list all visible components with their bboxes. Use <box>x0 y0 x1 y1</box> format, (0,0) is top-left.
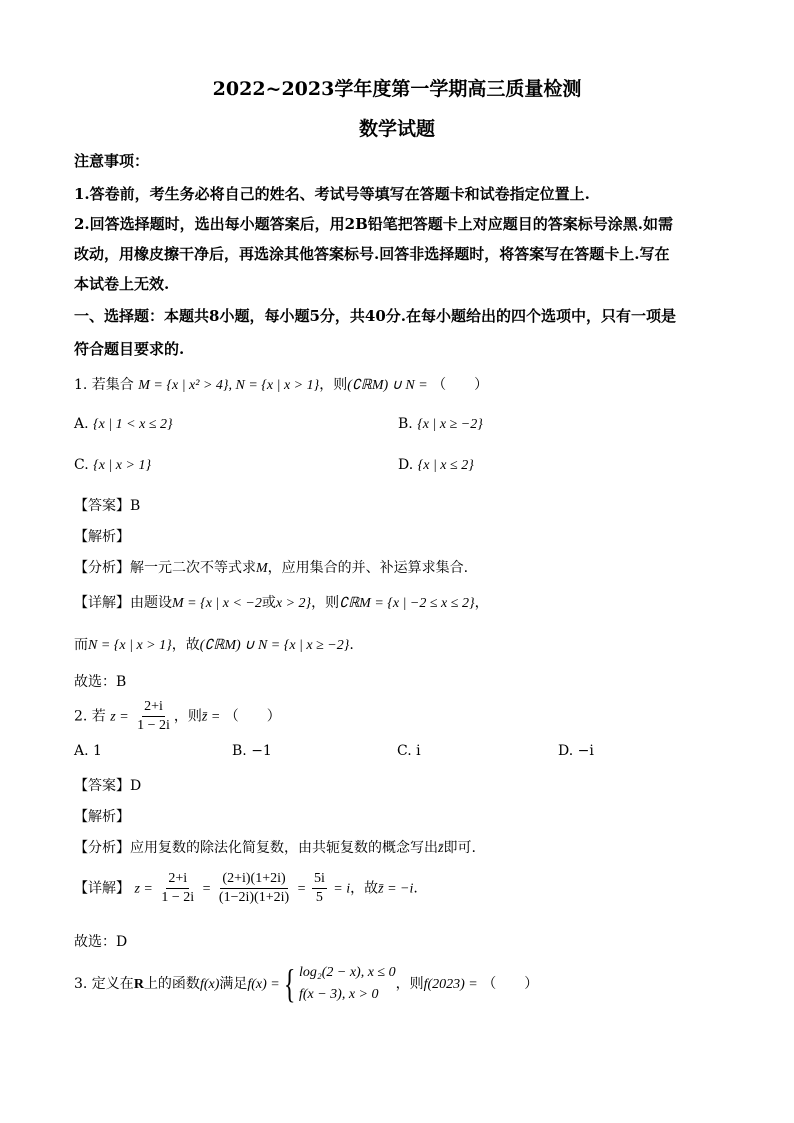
q3-brace: { <box>283 961 296 1006</box>
q1-answer: 【答案】B <box>74 498 141 514</box>
q3-case-2: f(x − 3), x > 0 <box>298 987 379 1002</box>
q2-xiangjie-tail: = i <box>333 881 351 897</box>
q2-xiangjie-frac-1-num: 2+i <box>166 870 189 889</box>
q1-option-a-label: A. <box>74 416 89 432</box>
q1-er-mid: ，故 <box>171 637 200 653</box>
q1-fenxi-label: 【分析】 <box>74 560 130 576</box>
q2-xiangjie-frac-3-num: 5i <box>312 870 327 889</box>
q1-option-b-text: {x | x ≥ −2} <box>417 417 483 432</box>
q1-xiangjie-m1: M = {x | x < −2 <box>172 596 262 611</box>
q1-xiangjie-pre: 由题设 <box>130 595 172 611</box>
q1-analysis-label: 【解析】 <box>74 529 130 545</box>
notice-item-2-line-1: 2.回答选择题时，选出每小题答案后，用2B铅笔把答题卡上对应题目的答案标号涂黑.如需 <box>74 215 674 233</box>
q2-xiangjie-frac-3 <box>312 870 327 907</box>
page-subtitle: 数学试题 <box>358 118 435 140</box>
q2-fraction-num: 2+i <box>142 698 165 717</box>
q3-f2023: f(2023) = <box>423 977 478 992</box>
q2-xiangjie-result: z̄ = −i <box>378 881 414 897</box>
page-title: 2022~2023学年度第一学期高三质量检测 <box>212 78 582 100</box>
q1-fenxi <box>74 557 468 577</box>
q3-stem-prefix: 3. 定义在 <box>74 976 134 992</box>
section-heading-line-1: 一、选择题：本题共8小题，每小题5分，共40分.在每小题给出的四个选项中，只有一项是 <box>74 307 676 325</box>
q2-xiangjie-eq-2: = <box>297 881 306 897</box>
q2-fraction-den: 1 − 2i <box>137 718 170 733</box>
q1-option-d <box>398 457 474 474</box>
q2-xiangjie-frac-1 <box>159 870 196 907</box>
q2-fenxi-post: 即可. <box>443 840 476 856</box>
q2-option-d: D. −i <box>558 743 594 759</box>
q3-case-1: log₂(2 − x), x ≤ 0 <box>298 965 396 980</box>
q3-fx: f(x) <box>199 977 220 992</box>
section-heading-line-2: 符合题目要求的. <box>74 340 185 358</box>
q1-fenxi-post: ，应用集合的并、补运算求集合. <box>267 560 469 576</box>
q1-option-a <box>74 416 173 433</box>
q1-stem-expr: (∁ℝM) ∪ N = <box>347 378 428 393</box>
q2-xiangjie-eq-1: = <box>202 881 211 897</box>
q2-xiangjie-frac-2-den: (1−2i)(1+2i) <box>218 890 290 905</box>
q1-stem-mid: ，则 <box>319 377 348 393</box>
q1-fenxi-pre: 解一元二次不等式求 <box>130 560 256 576</box>
q2-xiangjie-frac-2 <box>217 870 291 907</box>
q2-fraction <box>135 698 172 735</box>
q1-option-a-text: {x | 1 < x ≤ 2} <box>93 417 173 432</box>
q2-zbar: z̄ = <box>201 709 221 725</box>
q2-stem <box>74 698 281 735</box>
q1-option-d-label: D. <box>398 457 414 473</box>
q1-option-b <box>398 416 483 433</box>
q2-fenxi-pre: 应用复数的除法化简复数，由共轭复数的概念写出 <box>130 840 438 856</box>
q1-xiangjie-cont <box>74 634 354 654</box>
q2-xiangjie-label: 【详解】 <box>74 880 130 897</box>
q2-analysis-label: 【解析】 <box>74 809 130 825</box>
q1-option-c <box>74 457 151 474</box>
q2-fenxi <box>74 837 476 857</box>
q2-z-eq: z = <box>110 709 129 725</box>
q3-stem-mid-3: ，则 <box>395 976 424 992</box>
q2-option-b: B. −1 <box>232 743 272 759</box>
q1-xiangjie-or: 或 <box>261 595 276 611</box>
notice-item-2-line-3: 本试卷上无效. <box>74 275 170 293</box>
q1-er-end: . <box>349 637 354 653</box>
q1-option-c-text: {x | x > 1} <box>93 458 152 473</box>
q1-fenxi-var: M <box>256 561 268 576</box>
q3-stem <box>74 962 538 1006</box>
q3-stem-suffix: （ ） <box>482 976 539 992</box>
q3-piecewise <box>299 962 396 1006</box>
notice-item-2-line-2: 改动，用橡皮擦干净后，再选涂其他答案标号.回答非选择题时，将答案写在答题卡上.写在 <box>74 245 670 263</box>
q1-xiangjie <box>74 592 489 612</box>
q2-fenxi-label: 【分析】 <box>74 840 130 856</box>
q1-stem-math: M = {x | x² > 4}, N = {x | x > 1} <box>138 378 320 393</box>
q2-fenxi-var: z̄ <box>438 841 444 856</box>
q2-xiangjie <box>74 870 418 907</box>
q3-fx-eq: f(x) = <box>247 977 280 992</box>
q2-option-a: A. 1 <box>74 743 102 759</box>
q2-xiangjie-frac-1-den: 1 − 2i <box>161 890 195 905</box>
q3-real-set: R <box>133 977 144 992</box>
q2-option-c: C. i <box>397 743 421 759</box>
q3-stem-mid-1: 上的函数 <box>143 976 200 992</box>
q1-option-b-label: B. <box>398 416 413 432</box>
q2-xiangjie-z: z = <box>134 881 153 897</box>
notice-item-1: 1.答卷前，考生务必将自己的姓名、考试号等填写在答题卡和试卷指定位置上. <box>74 185 590 203</box>
q1-option-c-label: C. <box>74 457 89 473</box>
q1-xiangjie-m3: ∁ℝM = {x | −2 ≤ x ≤ 2} <box>339 596 475 611</box>
q1-stem-prefix: 1. 若集合 <box>74 377 134 393</box>
q1-xiangjie-mid: ，则 <box>311 595 340 611</box>
q1-xiangjie-end: ， <box>474 595 489 611</box>
q1-xiangjie-m2: x > 2} <box>275 596 312 611</box>
q2-stem-mid: ，则 <box>173 708 202 725</box>
q2-xiangjie-end: . <box>413 880 418 897</box>
q3-stem-mid-2: 满足 <box>219 976 248 992</box>
q1-stem-suffix: （ ） <box>432 377 489 393</box>
q2-xiangjie-frac-3-den: 5 <box>315 890 323 905</box>
q1-er-pre: 而 <box>74 637 88 653</box>
q1-er-m2: (∁ℝM) ∪ N = {x | x ≥ −2} <box>199 638 350 653</box>
q1-choice: 故选：B <box>74 674 127 690</box>
notice-heading: 注意事项： <box>74 152 150 170</box>
q1-option-d-text: {x | x ≤ 2} <box>417 458 474 473</box>
q1-xiangjie-label: 【详解】 <box>74 595 130 611</box>
q1-stem <box>74 374 488 394</box>
q2-xiangjie-gu: ，故 <box>350 880 379 897</box>
q2-choice: 故选：D <box>74 934 128 950</box>
q2-stem-prefix: 2. 若 <box>74 708 106 725</box>
q2-stem-suffix: （ ） <box>224 708 281 725</box>
q1-er-m1: N = {x | x > 1} <box>88 638 172 653</box>
q2-xiangjie-frac-2-num: (2+i)(1+2i) <box>220 870 287 889</box>
q2-answer: 【答案】D <box>74 778 142 794</box>
